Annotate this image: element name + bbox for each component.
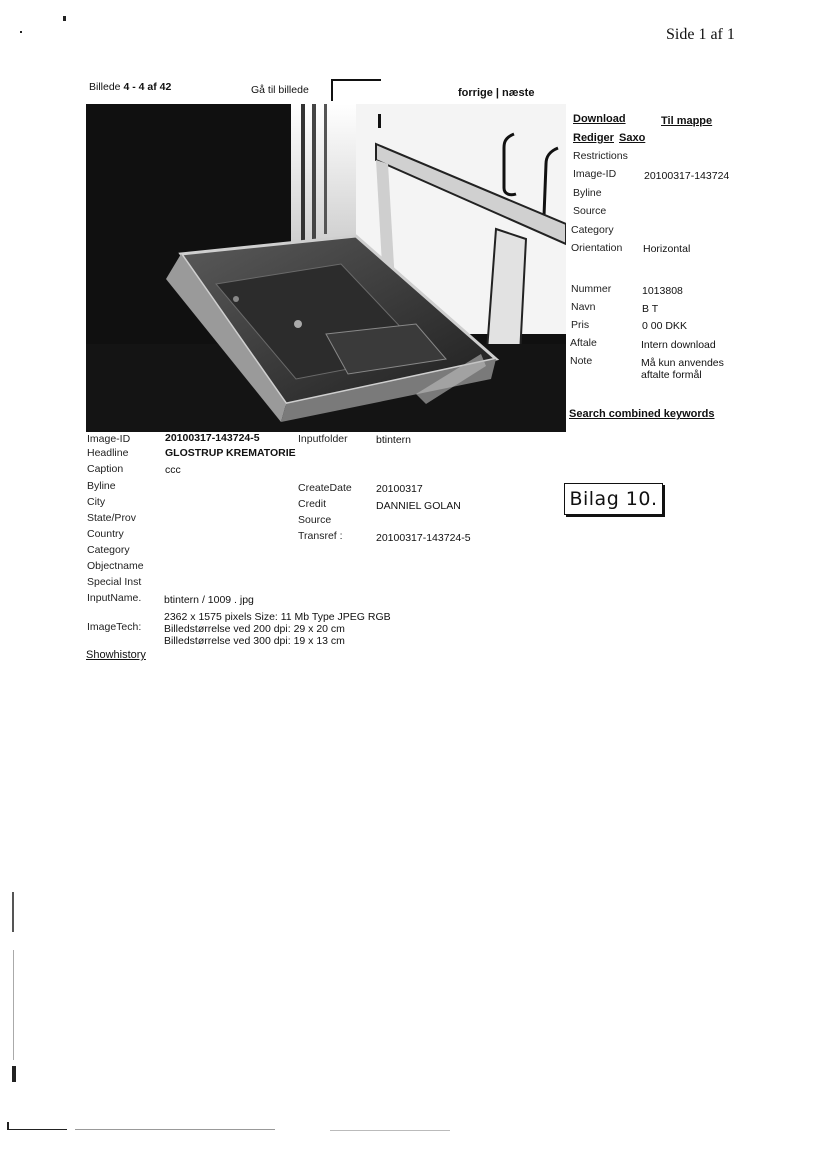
- detail-createdate-label: CreateDate: [298, 482, 352, 494]
- bilag-stamp: Bilag 10.: [564, 483, 663, 515]
- detail-headline-label: Headline: [87, 447, 129, 459]
- next-link[interactable]: næste: [502, 87, 535, 99]
- detail-createdate-value: 20100317: [376, 483, 423, 495]
- detail-special-inst-label: Special Inst: [87, 576, 142, 588]
- scan-mark: [75, 1129, 275, 1130]
- detail-image-id-value: 20100317-143724-5: [165, 432, 260, 444]
- scan-mark: [330, 1130, 450, 1131]
- orientation-value: Horizontal: [643, 243, 691, 255]
- detail-headline-value: GLOSTRUP KREMATORIE: [165, 447, 296, 459]
- aftale-label: Aftale: [570, 337, 597, 349]
- photo-preview[interactable]: [86, 104, 566, 432]
- imagetech-line-1: 2362 x 1575 pixels Size: 11 Mb Type JPEG RGB: [164, 611, 391, 623]
- showhistory-link[interactable]: Showhistory: [86, 649, 146, 661]
- scan-mark: [7, 1129, 67, 1130]
- detail-transref-value: 20100317-143724-5: [376, 532, 471, 544]
- byline-label: Byline: [573, 187, 602, 199]
- pris-label: Pris: [571, 319, 590, 331]
- source-label: Source: [573, 205, 607, 217]
- goto-image-input[interactable]: [331, 79, 381, 101]
- til-mappe-link[interactable]: Til mappe: [661, 115, 713, 127]
- download-link[interactable]: Download: [573, 113, 626, 125]
- detail-city-label: City: [87, 496, 106, 508]
- navn-value: B T: [642, 303, 659, 315]
- detail-caption-value: ccc: [165, 464, 181, 476]
- detail-category-label: Category: [87, 544, 130, 556]
- saxo-link[interactable]: Saxo: [619, 132, 646, 144]
- imagetech-line-2: Billedstørrelse ved 200 dpi: 29 x 20 cm: [164, 623, 345, 635]
- pager: [458, 87, 534, 99]
- billede-position: 4 - 4 af 42: [123, 81, 172, 93]
- rediger-link[interactable]: Rediger: [573, 132, 614, 144]
- photo-image: [86, 104, 566, 432]
- nummer-value: 1013808: [642, 285, 683, 297]
- detail-inputname-value: btintern / 1009 . jpg: [164, 594, 254, 606]
- detail-credit-value: DANNIEL GOLAN: [376, 500, 461, 512]
- pris-value: 0 00 DKK: [642, 320, 687, 332]
- note-label: Note: [570, 355, 593, 367]
- scan-mark: [12, 1066, 16, 1082]
- detail-objectname-label: Objectname: [87, 560, 144, 572]
- detail-inputfolder-label: Inputfolder: [298, 433, 348, 445]
- category-label: Category: [571, 224, 614, 236]
- detail-inputfolder-value: btintern: [376, 434, 412, 446]
- image-counter: [89, 81, 171, 93]
- imagetech-line-3: Billedstørrelse ved 300 dpi: 19 x 13 cm: [164, 635, 345, 647]
- orientation-label: Orientation: [571, 242, 623, 254]
- scan-mark: [13, 950, 14, 1060]
- scan-mark: [63, 16, 66, 21]
- detail-caption-label: Caption: [87, 463, 124, 475]
- pager-separator: |: [495, 87, 499, 99]
- scan-mark: [12, 892, 14, 932]
- navn-label: Navn: [571, 301, 596, 313]
- detail-imagetech-label: ImageTech:: [87, 621, 142, 633]
- detail-inputname-label: InputName.: [87, 592, 142, 604]
- image-id-value: 20100317-143724: [644, 170, 730, 182]
- note-line-1: Må kun anvendes: [641, 357, 724, 369]
- prev-link[interactable]: forrige: [458, 87, 493, 99]
- detail-byline-label: Byline: [87, 480, 116, 492]
- detail-transref-label: Transref :: [298, 530, 343, 542]
- detail-source-label: Source: [298, 514, 332, 526]
- restrictions-label: Restrictions: [573, 150, 628, 162]
- aftale-value: Intern download: [641, 339, 716, 351]
- goto-label: Gå til billede: [251, 84, 309, 96]
- nummer-label: Nummer: [571, 283, 612, 295]
- detail-credit-label: Credit: [298, 498, 327, 510]
- billede-label: Billede: [89, 81, 121, 93]
- detail-state-label: State/Prov: [87, 512, 137, 524]
- page-number: Side 1 af 1: [666, 26, 735, 43]
- scan-mark: [20, 31, 22, 33]
- detail-country-label: Country: [87, 528, 124, 540]
- note-line-2: aftalte formål: [641, 369, 702, 381]
- detail-image-id-label: Image-ID: [87, 433, 131, 445]
- search-keywords-link[interactable]: Search combined keywords: [569, 408, 715, 420]
- image-id-label: Image-ID: [573, 168, 617, 180]
